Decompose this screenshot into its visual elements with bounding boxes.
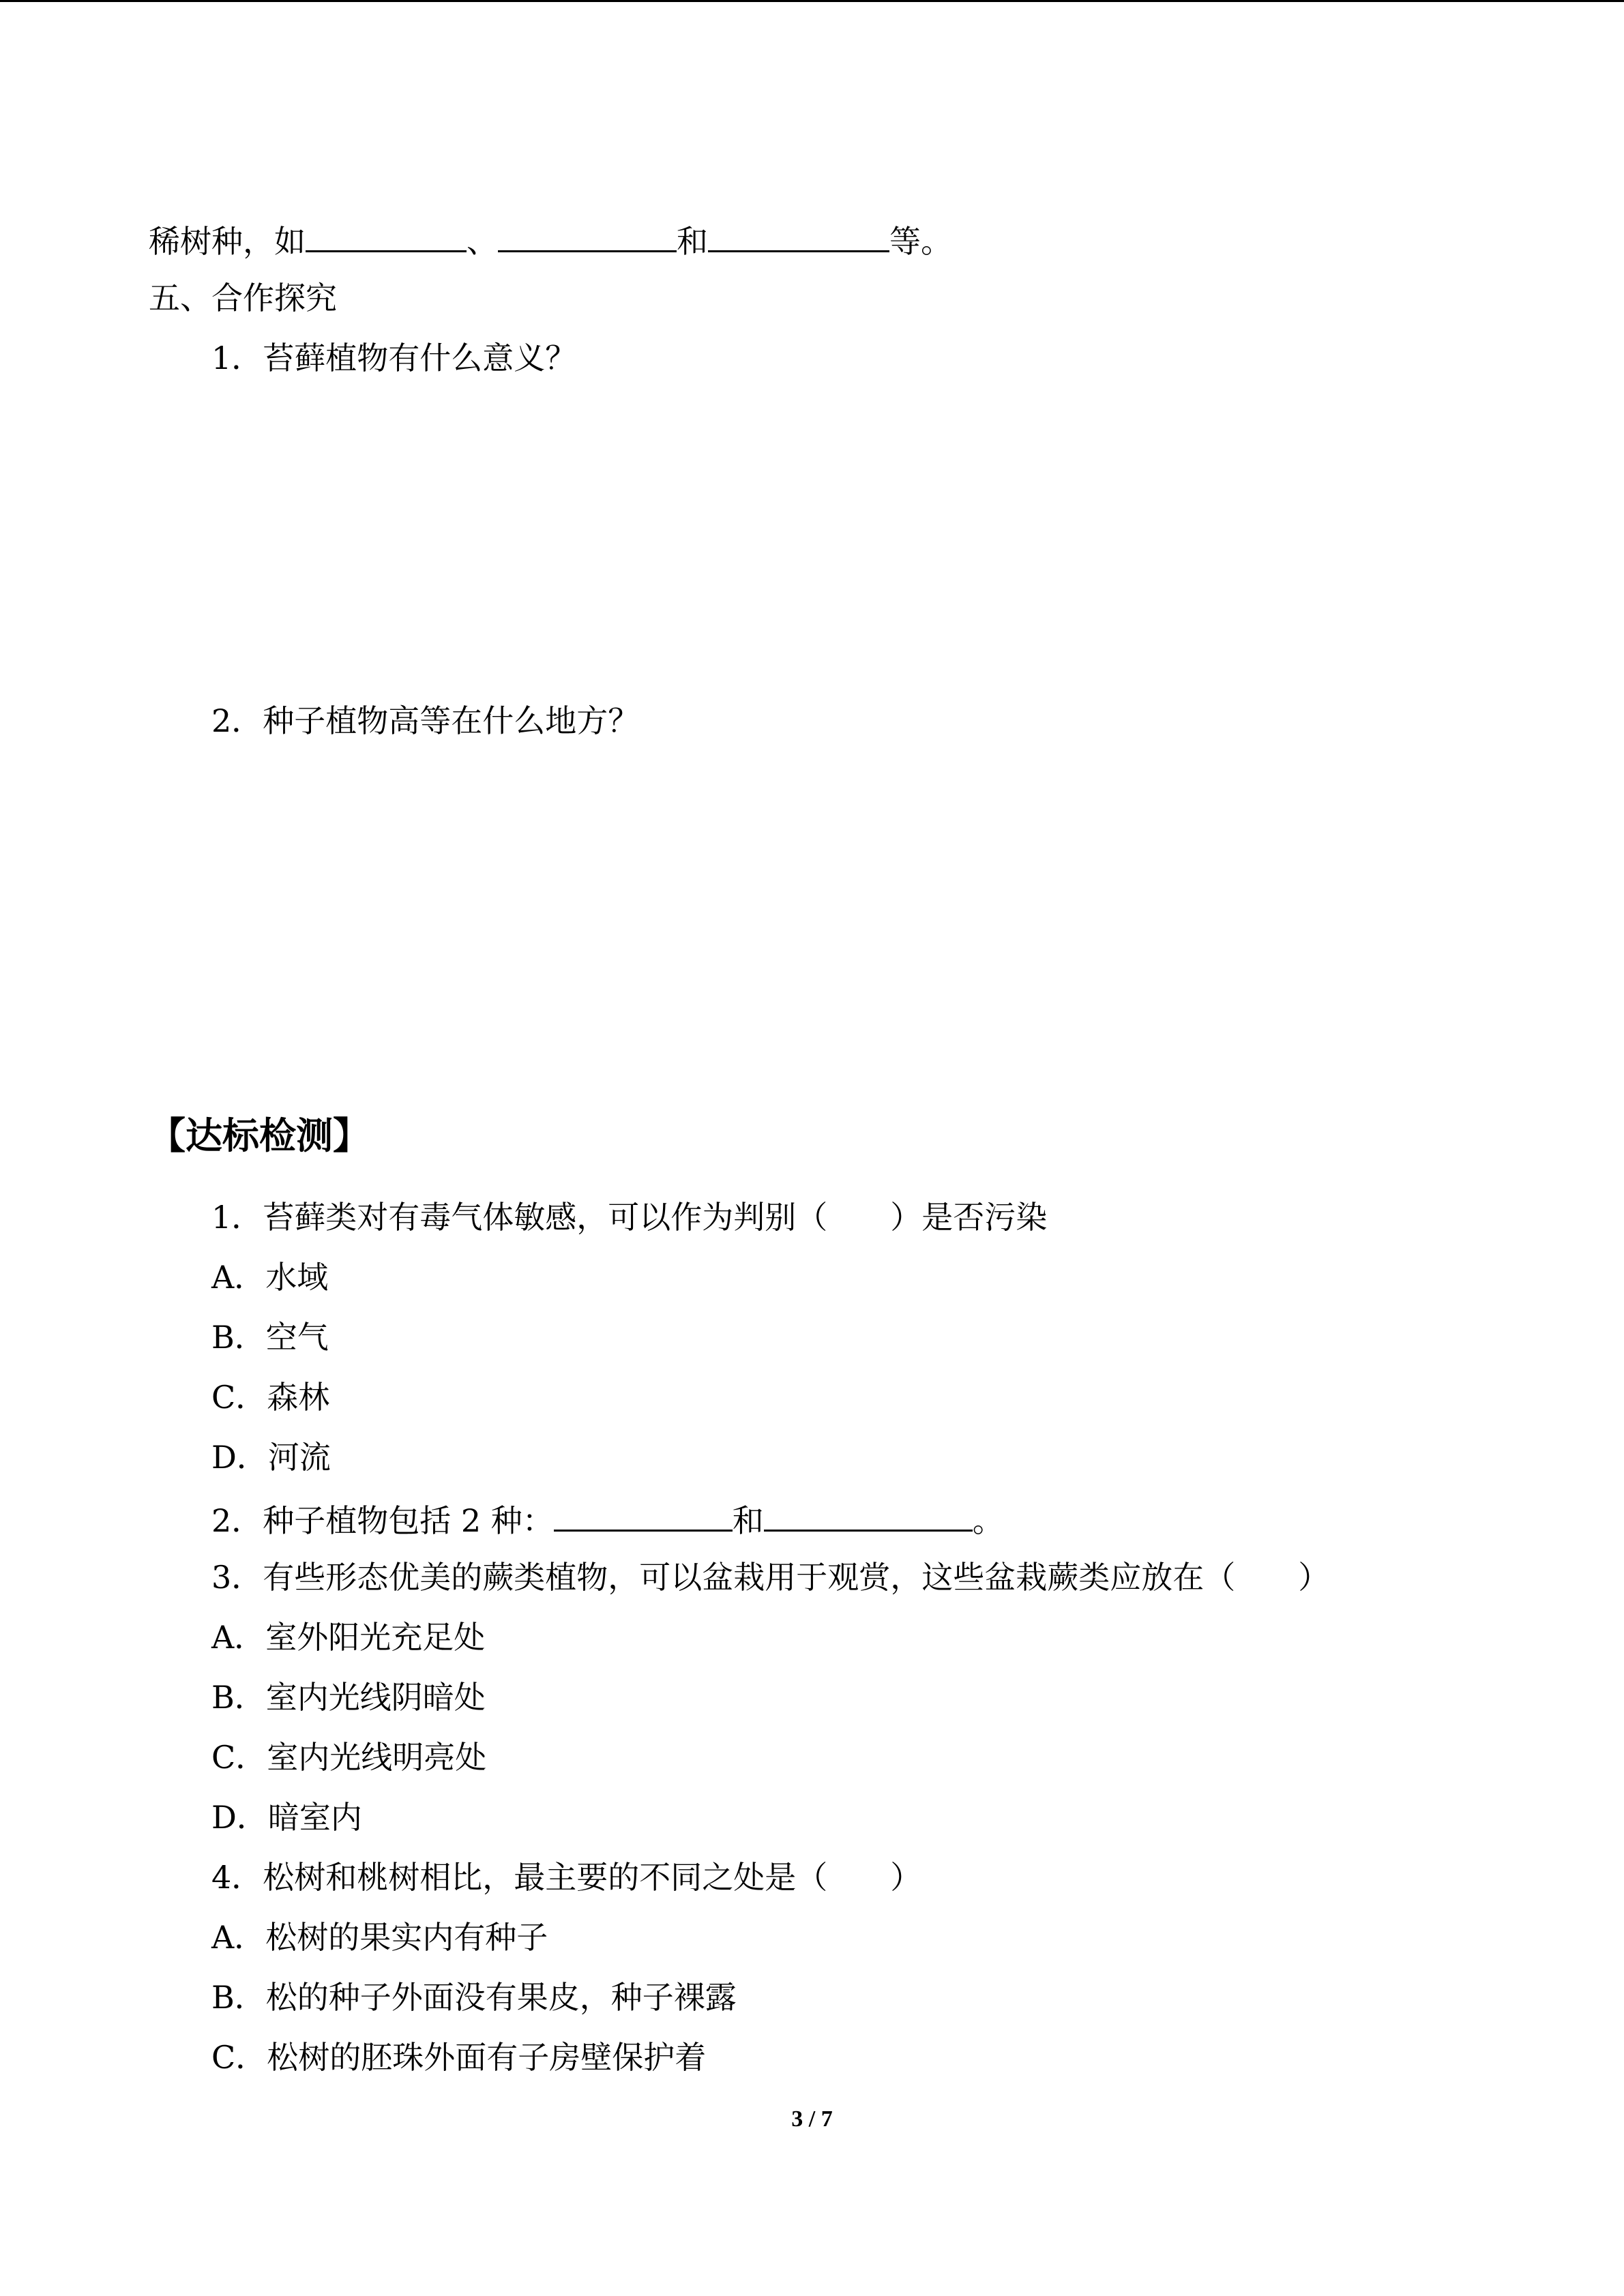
- answer-blank[interactable]: [708, 218, 889, 252]
- question-stem-end: ）是否污染: [890, 1199, 1048, 1236]
- question-stem-end: ）: [1298, 1559, 1330, 1596]
- question-2: 2．种子植物高等在什么地方？: [211, 702, 640, 739]
- answer-blank[interactable]: [554, 1497, 733, 1532]
- test-question-3: [211, 1557, 1329, 1598]
- question-stem: 3．有些形态优美的蕨类植物，可以盆栽用于观赏，这些盆栽蕨类应放在（: [211, 1559, 1236, 1596]
- question-stem: 1．苔藓类对有毒气体敏感，可以作为判别（: [211, 1199, 828, 1236]
- option-a: A．松树的果实内有种子: [211, 1919, 548, 1956]
- separator: 、: [467, 223, 498, 260]
- line-end-text: 。: [972, 1502, 1004, 1539]
- option-b: B．室内光线阴暗处: [211, 1679, 486, 1716]
- option-b: B．空气: [211, 1319, 329, 1356]
- question-stem: 4．松树和桃树相比，最主要的不同之处是（: [211, 1859, 828, 1896]
- section-title: 五、合作探究: [149, 280, 337, 316]
- option-b: B．松的种子外面没有果皮，种子裸露: [211, 1979, 737, 2016]
- test-question-2: [211, 1497, 1004, 1541]
- option-c: C．松树的胚珠外面有子房壁保护着: [211, 2039, 707, 2076]
- option-a: A．水域: [211, 1259, 329, 1296]
- option-a: A．室外阳光充足处: [211, 1619, 486, 1656]
- test-question-4: [211, 1857, 921, 1898]
- option-d: D．暗室内: [211, 1799, 362, 1836]
- fill-blank-line: [149, 218, 952, 262]
- test-heading: 【达标检测】: [149, 1114, 370, 1157]
- question-1: 1．苔藓植物有什么意义？: [211, 340, 577, 376]
- answer-blank[interactable]: [498, 218, 677, 252]
- continuation-text: 稀树种，如: [149, 223, 306, 260]
- test-question-1: [211, 1197, 1047, 1238]
- option-c: C．室内光线明亮处: [211, 1739, 487, 1776]
- answer-blank[interactable]: [306, 218, 467, 252]
- question-stem-end: ）: [890, 1859, 922, 1896]
- page-number: 3 / 7: [791, 2106, 833, 2132]
- answer-blank[interactable]: [764, 1497, 973, 1532]
- question-stem: 2．种子植物包括 2 种：: [211, 1502, 554, 1539]
- option-c: C．森林: [211, 1379, 330, 1416]
- separator: 和: [732, 1502, 764, 1539]
- separator: 和: [677, 223, 708, 260]
- option-d: D．河流: [211, 1439, 331, 1476]
- line-end-text: 等。: [889, 223, 952, 260]
